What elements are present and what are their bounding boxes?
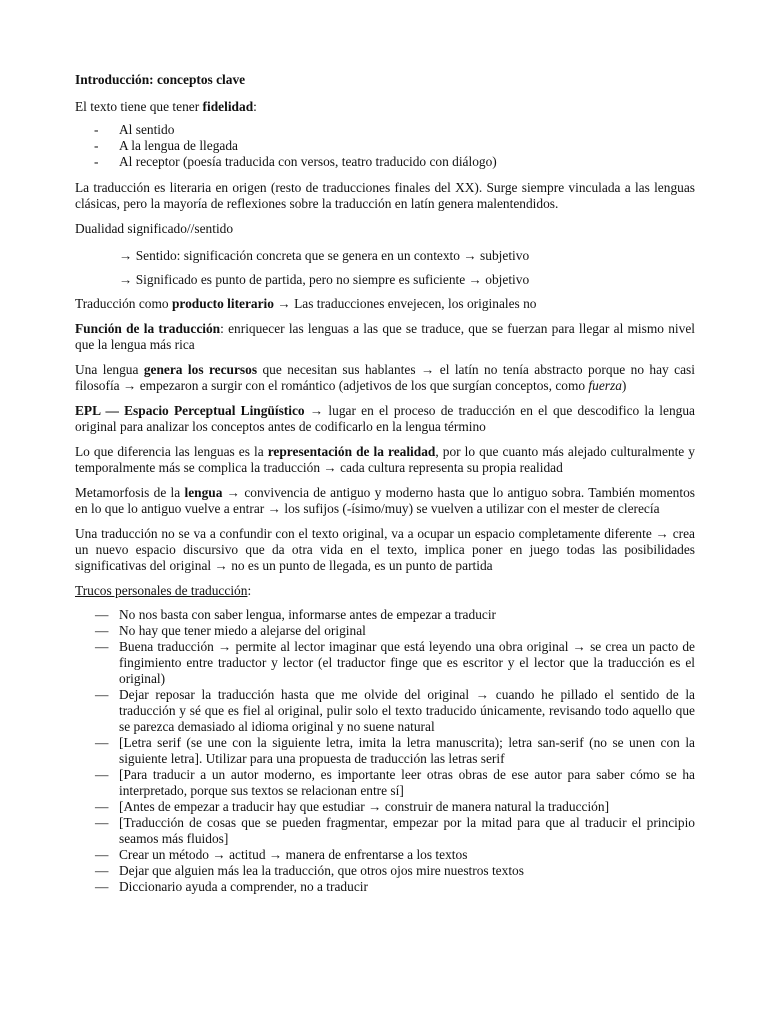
list-item (75, 767, 695, 799)
paragraph-producto (75, 296, 695, 312)
trucos-list (75, 607, 695, 895)
list-item (75, 799, 695, 815)
fidelity-list (75, 122, 695, 170)
recursos-bold: genera los recursos (143, 362, 258, 377)
list-item (75, 154, 695, 170)
list-item-text: Dejar reposar la traducción hasta que me olvide del original → cuando he pillado el sentido de la traducción y sé que es fiel al original, pulir solo el texto traducido únicamente, revisando todo aquello que se parezca demasiado al idioma original y no suene natural (119, 687, 695, 734)
list-item (75, 863, 695, 879)
paragraph-recursos (75, 362, 695, 394)
list-item (75, 122, 695, 138)
recursos-prefix: Una lengua (75, 362, 144, 377)
paragraph-realidad (75, 444, 695, 476)
producto-bold: producto literario (171, 296, 274, 311)
dash-marker: - (94, 122, 99, 137)
metamorfosis-bold: lengua (184, 485, 223, 500)
list-item-text: Buena traducción → permite al lector imaginar que está leyendo una obra original → se crea un pacto de fingimiento entre traductor y lector (el traductor finge que es escritor y el lector que la traducción es el original) (119, 639, 695, 686)
list-item (75, 639, 695, 687)
emdash-marker: — (95, 767, 109, 782)
producto-suffix: → Las traducciones envejecen, los originales no (273, 296, 537, 311)
realidad-prefix: Lo que diferencia las lenguas es la (75, 444, 268, 459)
paragraph-funcion (75, 321, 695, 353)
emdash-marker: — (95, 847, 109, 862)
dualidad-heading: Dualidad significado//sentido (75, 221, 234, 236)
emdash-marker: — (95, 799, 109, 814)
emdash-marker: — (95, 879, 109, 894)
recursos-middle: que necesitan sus hablantes → el latín no tenía abstracto porque no hay casi filosofía → empezaron a surgir con el romántico (adjetivos de los que surgían conceptos, como (75, 362, 695, 393)
paragraph-literaria: La traducción es literaria en origen (resto de traducciones finales del XX). Surge siempre vinculada a las lenguas clásicas, pero la mayoría de reflexiones sobre la traducción en latín genera malentendidos. (75, 180, 695, 211)
emdash-marker: — (95, 815, 109, 830)
trucos-heading (75, 583, 695, 599)
recursos-suffix: ) (621, 378, 627, 393)
list-item-text: Crear un método → actitud → manera de enfrentarse a los textos (119, 847, 468, 862)
funcion-suffix: : enriquecer las lenguas a las que se traduce, que se fuerzan para llegar al mismo nivel que la lengua más rica (75, 321, 695, 352)
producto-prefix: Traducción como (75, 296, 172, 311)
funcion-bold: Función de la traducción (75, 321, 221, 336)
list-item-text: A la lengua de llegada (119, 138, 238, 153)
emdash-marker: — (95, 735, 109, 750)
list-item (75, 623, 695, 639)
list-item-text: Al receptor (poesía traducida con versos, teatro traducido con diálogo) (119, 154, 497, 169)
list-item (75, 879, 695, 895)
list-item-text: No nos basta con saber lengua, informarse antes de empezar a traducir (119, 607, 497, 622)
list-item (75, 138, 695, 154)
list-item (75, 607, 695, 623)
paragraph-metamorfosis (75, 485, 695, 517)
list-item-text: Diccionario ayuda a comprender, no a traducir (119, 879, 368, 894)
title-text: Introducción: conceptos clave (75, 72, 246, 87)
emdash-marker: — (95, 607, 109, 622)
recursos-italic: fuerza (588, 378, 622, 393)
list-item-text: No hay que tener miedo a alejarse del original (119, 623, 366, 638)
paragraph-epl (75, 403, 695, 435)
list-item (75, 687, 695, 735)
list-item-text: [Letra serif (se une con la siguiente letra, imita la letra manuscrita); letra san-serif (no se unen con la siguiente letra]. Utilizar para una propuesta de traducción las letras serif (119, 735, 695, 766)
fidelity-suffix: : (253, 99, 257, 114)
fidelity-intro (75, 99, 695, 115)
dash-marker: - (94, 154, 99, 169)
realidad-bold: representación de la realidad (267, 444, 436, 459)
list-item-text: Al sentido (119, 122, 175, 137)
epl-suffix: → lugar en el proceso de traducción en el que descodifico la lengua original para analizar los conceptos antes de codificarlo en la lengua término (75, 403, 695, 434)
list-item-text: [Para traducir a un autor moderno, es importante leer otras obras de ese autor para saber cómo se ha interpretado, porque sus textos se relacionan entre sí] (119, 767, 695, 798)
dash-marker: - (94, 138, 99, 153)
realidad-suffix: , por lo que cuanto más alejado culturalmente y temporalmente más se complica la traducción → cada cultura representa su propia realidad (75, 444, 695, 475)
emdash-marker: — (95, 623, 109, 638)
list-item (75, 815, 695, 847)
list-item-text: Dejar que alguien más lea la traducción, que otros ojos mire nuestros textos (119, 863, 524, 878)
paragraph-espacio: Una traducción no se va a confundir con el texto original, va a ocupar un espacio completamente diferente → crea un nuevo espacio discursivo que da otra vida en el texto, implica poner en juego todas las posibilidades significativas del original → no es un punto de llegada, es un punto de partida (75, 526, 695, 573)
trucos-heading-text: Trucos personales de traducción (75, 583, 248, 598)
fidelity-prefix: El texto tiene que tener (75, 99, 203, 114)
list-item (75, 847, 695, 863)
dualidad-significado: → Significado es punto de partida, pero no siempre es suficiente → objetivo (119, 272, 530, 287)
metamorfosis-suffix: → convivencia de antiguo y moderno hasta que lo antiguo sobra. También momentos en lo que lo antiguo vuelve a entrar → los sufijos (-ísimo/muy) se vuelven a utilizar con el mester de clerecía (75, 485, 695, 516)
list-item-text: [Antes de empezar a traducir hay que estudiar → construir de manera natural la traducción] (119, 799, 610, 814)
list-item (75, 735, 695, 767)
metamorfosis-prefix: Metamorfosis de la (75, 485, 185, 500)
emdash-marker: — (95, 687, 109, 702)
dualidad-sentido: → Sentido: significación concreta que se genera en un contexto → subjetivo (119, 248, 530, 263)
document-page (75, 72, 695, 895)
fidelity-bold: fidelidad (202, 99, 254, 114)
emdash-marker: — (95, 863, 109, 878)
emdash-marker: — (95, 639, 109, 654)
epl-bold: EPL — Espacio Perceptual Lingüístico (75, 403, 305, 418)
list-item-text: [Traducción de cosas que se pueden fragmentar, empezar por la mitad para que al traducir el principio seamos más fluidos] (119, 815, 695, 846)
document-title (75, 72, 695, 88)
trucos-colon: : (247, 583, 252, 598)
